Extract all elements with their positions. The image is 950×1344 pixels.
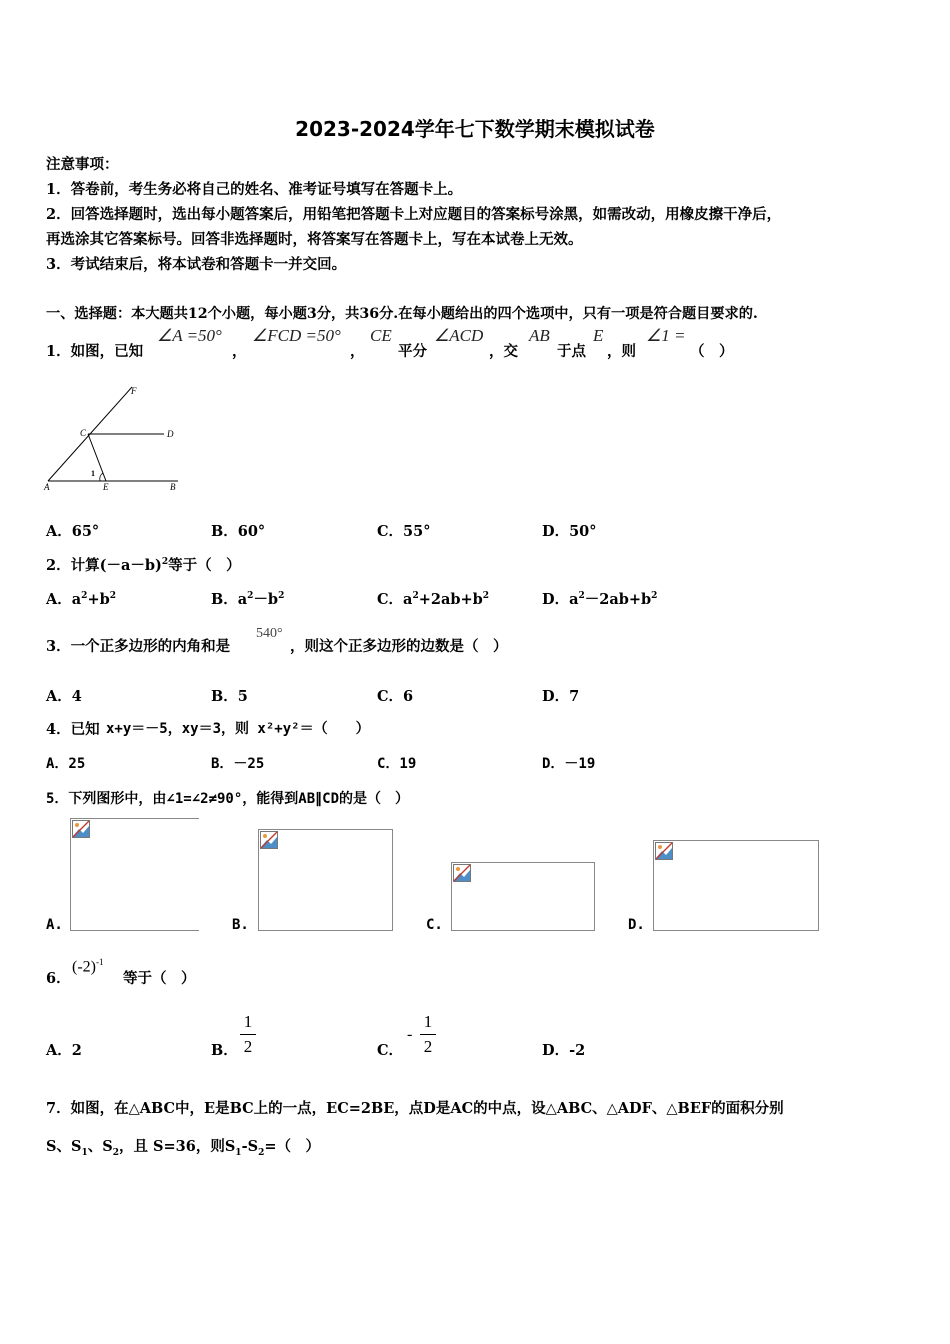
q6-math-exp: -1 xyxy=(95,957,104,967)
q5-option-c-label: C. xyxy=(426,917,443,933)
option-term: a xyxy=(569,591,579,608)
q6-option-c-sign: - xyxy=(407,1026,413,1043)
q6-option-d: D．-2 xyxy=(542,1042,586,1059)
q7-text: ，且 S=36，则S xyxy=(118,1138,236,1155)
q2-stem-text: 等于（ ） xyxy=(168,557,241,574)
q7-subscript: 1 xyxy=(81,1147,88,1158)
q1-paren: （ ） xyxy=(690,343,734,360)
notice-item: 2．回答选择题时，选出每小题答案后，用铅笔把答题卡上对应题目的答案标号涂黑，如需改动，用橡皮擦干净后， xyxy=(46,206,782,223)
q1-math-angle-fcd: ∠FCD =50° xyxy=(252,326,341,345)
option-sup: 2 xyxy=(482,591,490,602)
notice-item: 3．考试结束后，将本试卷和答题卡一并交回。 xyxy=(46,256,347,273)
q2-stem-sup: 2 xyxy=(161,557,169,568)
q4-stem: x+y＝－5，xy＝3，则 x²+y²＝（ ） xyxy=(106,721,370,737)
option-label: C． xyxy=(377,591,404,608)
q7-line-2 xyxy=(46,1135,320,1158)
q5-option-a-image xyxy=(70,818,199,931)
q3-math: 540° xyxy=(256,626,283,641)
q1-sep: ， xyxy=(350,343,365,360)
q1-math-ce: CE xyxy=(370,326,392,345)
fraction-numerator: 1 xyxy=(243,1012,253,1031)
q5-option-b-label: B. xyxy=(232,917,249,933)
fig-label-e: E xyxy=(103,482,109,492)
q6-option-c-label: C． xyxy=(377,1042,404,1059)
q1-sep: ， xyxy=(232,343,247,360)
q2-stem-text: 2．计算(－a－b) xyxy=(46,557,162,574)
q7-text: =（ ） xyxy=(264,1138,320,1155)
q1-math-angle-acd: ∠ACD xyxy=(434,326,484,345)
fig-label-c: C xyxy=(80,428,87,438)
q1-option-d: D．50° xyxy=(542,523,597,540)
option-term: a xyxy=(71,591,82,608)
q7-text: 、S xyxy=(87,1138,113,1155)
q1-text: 平分 xyxy=(398,343,427,360)
broken-image-icon xyxy=(453,864,471,882)
q2-option-b xyxy=(211,588,284,609)
q2-stem xyxy=(46,554,241,575)
fraction-denominator: 2 xyxy=(423,1037,433,1056)
q1-math-ab: AB xyxy=(529,326,550,345)
q1-prefix: 1．如图，已知 xyxy=(46,343,144,360)
q3-option-c: C．6 xyxy=(377,688,414,705)
q5-option-b-image xyxy=(258,829,393,931)
q5-option-c-image xyxy=(451,862,595,931)
q4-prefix: 4．已知 xyxy=(46,721,100,738)
q2-option-d xyxy=(542,588,657,609)
q3-option-d: D．7 xyxy=(542,688,580,705)
option-term: －b xyxy=(253,591,279,608)
q6-suffix: 等于（ ） xyxy=(123,970,196,987)
q1-option-c: C．55° xyxy=(377,523,431,540)
fig-label-b: B xyxy=(170,482,176,492)
option-label: D． xyxy=(542,591,570,608)
fraction-bar xyxy=(240,1034,256,1035)
q1-math-angle1: ∠1 = xyxy=(646,326,686,345)
notice-item: 再选涂其它答案标号。回答非选择题时，将答案写在答题卡上，写在本试卷上无效。 xyxy=(46,231,583,248)
option-sup: 2 xyxy=(81,591,88,602)
option-term: +b xyxy=(87,591,110,608)
option-sup: 2 xyxy=(278,591,285,602)
q5-option-a-label: A. xyxy=(46,917,63,933)
fraction-numerator: 1 xyxy=(423,1012,433,1031)
q7-text: S、S xyxy=(46,1138,82,1155)
q4-option-d: D．－19 xyxy=(542,756,596,772)
option-sup: 2 xyxy=(109,591,116,602)
q7-line-1: 7．如图，在△ABC中，E是BC上的一点，EC=2BE，点D是AC的中点，设△ABC、△ADF、△BEF的面积分别 xyxy=(46,1100,784,1117)
fig-label-f: F xyxy=(131,386,137,396)
q6-math xyxy=(72,957,103,976)
q3-prefix: 3．一个正多边形的内角和是 xyxy=(46,638,231,655)
q6-option-c-fraction xyxy=(420,1012,436,1057)
q2-option-c xyxy=(377,588,489,609)
q7-text: -S xyxy=(241,1138,259,1155)
option-term: －2ab+b xyxy=(584,591,652,608)
option-label: B． xyxy=(211,591,238,608)
section-heading: 一、选择题：本大题共12个小题，每小题3分，共36分.在每小题给出的四个选项中，只有一项是符合题目要求的. xyxy=(46,306,758,322)
option-sup: 2 xyxy=(412,591,419,602)
q5-stem: 5．下列图形中，由∠1=∠2≠90°，能得到AB∥CD的是（ ） xyxy=(46,791,410,807)
q1-option-a: A．65° xyxy=(46,523,100,540)
page-title: 2023-2024学年七下数学期末模拟试卷 xyxy=(295,117,655,141)
q2-option-a xyxy=(46,588,116,609)
q1-text: ，则 xyxy=(607,343,636,360)
q1-math-e: E xyxy=(593,326,604,345)
fig-label-angle1: 1 xyxy=(91,469,95,478)
option-term: a xyxy=(237,591,248,608)
q6-math-base: (-2) xyxy=(72,958,96,976)
option-term: a xyxy=(403,591,413,608)
q7-subscript: 2 xyxy=(112,1147,119,1158)
option-sup: 2 xyxy=(651,591,658,602)
q1-text: 于点 xyxy=(557,343,586,360)
q6-prefix: 6． xyxy=(46,970,71,987)
notice-item: 1．答卷前，考生务必将自己的姓名、准考证号填写在答题卡上。 xyxy=(46,181,463,198)
q3-suffix: ，则这个正多边形的边数是（ ） xyxy=(290,638,508,655)
broken-image-icon xyxy=(655,842,673,860)
q5-option-d-label: D. xyxy=(628,917,645,933)
q4-option-b: B．－25 xyxy=(211,756,265,772)
q7-subscript: 2 xyxy=(258,1147,265,1158)
fraction-denominator: 2 xyxy=(243,1037,253,1056)
q3-option-a: A．4 xyxy=(46,688,82,705)
q1-math-angle-a: ∠A =50° xyxy=(157,326,222,345)
q7-subscript: 1 xyxy=(235,1147,242,1158)
option-term: +2ab+b xyxy=(418,591,483,608)
q1-text: ，交 xyxy=(489,343,518,360)
fig-label-d: D xyxy=(167,429,174,439)
notice-heading: 注意事项： xyxy=(46,156,119,173)
fig-label-a: A xyxy=(44,482,50,492)
fraction-bar xyxy=(420,1034,436,1035)
q1-figure xyxy=(40,380,190,495)
q3-option-b: B．5 xyxy=(211,688,248,705)
option-sup: 2 xyxy=(578,591,585,602)
q1-option-b: B．60° xyxy=(211,523,266,540)
q5-option-d-image xyxy=(653,840,819,931)
option-sup: 2 xyxy=(247,591,254,602)
broken-image-icon xyxy=(260,831,278,849)
q6-option-b-label: B． xyxy=(211,1042,238,1059)
q6-option-b-fraction xyxy=(240,1012,256,1057)
option-label: A． xyxy=(46,591,72,608)
q4-option-a: A．25 xyxy=(46,756,86,772)
broken-image-icon xyxy=(72,820,90,838)
q6-option-a: A．2 xyxy=(46,1042,82,1059)
q4-option-c: C．19 xyxy=(377,756,417,772)
